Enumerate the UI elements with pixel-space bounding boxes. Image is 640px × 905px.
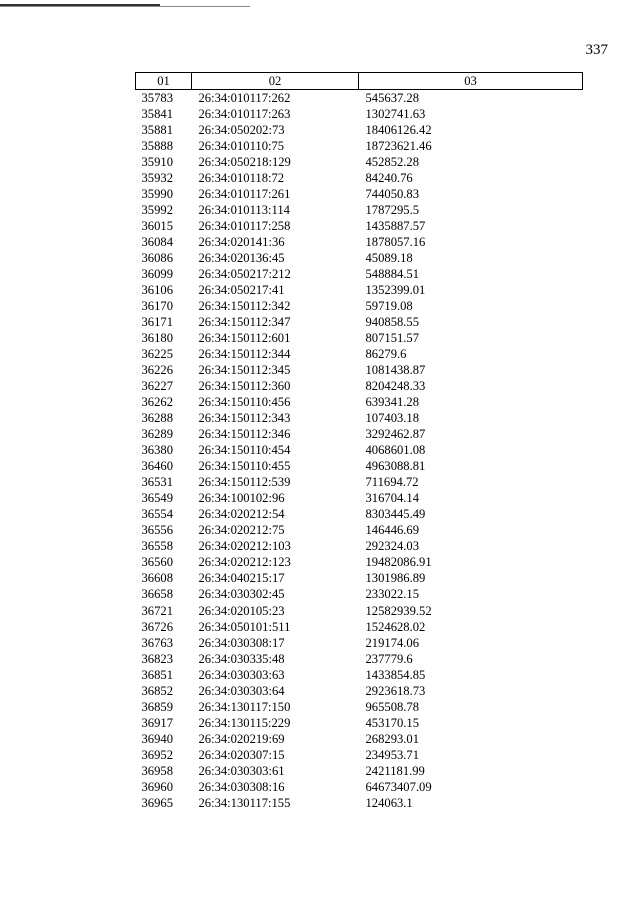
table-row	[136, 330, 583, 346]
table-cell-col-02: 26:34:030308:16	[198, 779, 285, 794]
table-cell-col-02: 26:34:150110:454	[198, 443, 291, 458]
table-row	[136, 346, 583, 362]
table-row	[136, 603, 583, 619]
table-row	[136, 747, 583, 763]
table-cell-col-01: 36171	[141, 315, 173, 330]
table-cell-col-03: 1352399.01	[365, 283, 426, 298]
table-row	[136, 651, 583, 667]
table-cell-col-03: 316704.14	[365, 491, 420, 506]
table-cell-col-03: 1433854.85	[365, 667, 426, 682]
table-row	[136, 138, 583, 154]
table-row	[136, 586, 583, 602]
table-cell-col-01: 36289	[141, 427, 173, 442]
table-row	[136, 506, 583, 522]
table-cell-col-02: 26:34:010117:258	[198, 219, 291, 234]
table-row	[136, 202, 583, 218]
table-cell-col-01: 36608	[141, 571, 173, 586]
table-row	[136, 426, 583, 442]
table-cell-col-01: 36170	[141, 299, 173, 314]
table-cell-col-03: 548884.51	[365, 267, 420, 282]
table-row	[136, 234, 583, 250]
table-cell-col-01: 36965	[141, 795, 173, 810]
table-row	[136, 474, 583, 490]
table-row	[136, 619, 583, 635]
table-row	[136, 314, 583, 330]
table-cell-col-03: 124063.1	[365, 795, 413, 810]
table-cell-col-02: 26:34:010118:72	[198, 171, 285, 186]
table-cell-col-01: 36288	[141, 411, 173, 426]
table-row	[136, 154, 583, 170]
table-cell-col-03: 8303445.49	[365, 507, 426, 522]
table-row	[136, 266, 583, 282]
table-row	[136, 394, 583, 410]
table-cell-col-03: 3292462.87	[365, 427, 426, 442]
table-cell-col-03: 234953.71	[365, 747, 420, 762]
table-row	[136, 779, 583, 795]
table-cell-col-02: 26:34:150110:455	[198, 459, 291, 474]
table-cell-col-03: 268293.01	[365, 731, 420, 746]
table-cell-col-02: 26:34:150112:343	[198, 411, 291, 426]
table-cell-col-03: 452852.28	[365, 155, 420, 170]
table-cell-col-02: 26:34:010117:261	[198, 187, 291, 202]
table-cell-col-02: 26:34:100102:96	[198, 491, 285, 506]
table-cell-col-03: 86279.6	[365, 347, 407, 362]
table-cell-col-02: 26:34:020212:103	[198, 539, 291, 554]
table-cell-col-03: 107403.18	[365, 411, 420, 426]
table-cell-col-02: 26:34:020212:54	[198, 507, 285, 522]
table-cell-col-03: 1302741.63	[365, 107, 426, 122]
table-cell-col-02: 26:34:020136:45	[198, 251, 285, 266]
table-cell-col-01: 36940	[141, 731, 173, 746]
table-cell-col-01: 36015	[141, 219, 173, 234]
table-row	[136, 250, 583, 266]
table-cell-col-03: 12582939.52	[365, 603, 432, 618]
table-row	[136, 763, 583, 779]
header-row	[136, 73, 583, 90]
table-row	[136, 683, 583, 699]
table-cell-col-02: 26:34:050217:212	[198, 267, 291, 282]
table-cell-col-01: 36658	[141, 587, 173, 602]
table-cell-col-01: 36726	[141, 619, 173, 634]
table-cell-col-03: 45089.18	[365, 251, 413, 266]
table-cell-col-02: 26:34:150112:345	[198, 363, 291, 378]
table-cell-col-01: 36859	[141, 699, 173, 714]
table-row	[136, 554, 583, 570]
table-cell-col-01: 36952	[141, 747, 173, 762]
table-cell-col-03: 84240.76	[365, 171, 413, 186]
table-cell-col-03: 1787295.5	[365, 203, 420, 218]
table-row	[136, 699, 583, 715]
table-row	[136, 186, 583, 202]
table-cell-col-01: 36380	[141, 443, 173, 458]
table-cell-col-03: 219174.06	[365, 635, 420, 650]
table-cell-col-02: 26:34:020307:15	[198, 747, 285, 762]
table-cell-col-02: 26:34:050218:129	[198, 155, 291, 170]
table-cell-col-02: 26:34:010113:114	[198, 203, 290, 218]
table-cell-col-03: 807151.57	[365, 331, 420, 346]
table-cell-col-01: 36460	[141, 459, 173, 474]
table-cell-col-03: 8204248.33	[365, 379, 426, 394]
table-cell-col-03: 292324.03	[365, 539, 420, 554]
table-cell-col-03: 233022.15	[365, 587, 420, 602]
table-cell-col-01: 36180	[141, 331, 173, 346]
table-cell-col-02: 26:34:030335:48	[198, 651, 285, 666]
table-cell-col-02: 26:34:010110:75	[198, 139, 285, 154]
table-cell-col-03: 4963088.81	[365, 459, 426, 474]
header-rule	[0, 6, 250, 7]
table-cell-col-03: 19482086.91	[365, 555, 432, 570]
table-row	[136, 795, 583, 811]
table-header	[136, 73, 583, 90]
table-cell-col-02: 26:34:150110:456	[198, 395, 291, 410]
table-cell-col-03: 18723621.46	[365, 139, 432, 154]
table-cell-col-01: 35888	[141, 139, 173, 154]
table-cell-col-03: 711694.72	[365, 475, 419, 490]
table-cell-col-01: 36549	[141, 491, 173, 506]
table-row	[136, 218, 583, 234]
table-cell-col-03: 4068601.08	[365, 443, 426, 458]
table-cell-col-02: 26:34:020212:123	[198, 555, 291, 570]
table-cell-col-02: 26:34:150112:344	[198, 347, 291, 362]
table-row	[136, 106, 583, 122]
table-row	[136, 122, 583, 138]
table-cell-col-02: 26:34:010117:262	[198, 91, 291, 105]
table-cell-col-01: 36763	[141, 635, 173, 650]
table-cell-col-01: 36851	[141, 667, 173, 682]
table-cell-col-03: 1878057.16	[365, 235, 426, 250]
table-cell-col-02: 26:34:020212:75	[198, 523, 285, 538]
table-cell-col-03: 1524628.02	[365, 619, 426, 634]
table-cell-col-01: 36917	[141, 715, 173, 730]
table-cell-col-02: 26:34:030308:17	[198, 635, 285, 650]
table-cell-col-02: 26:34:130115:229	[198, 715, 291, 730]
table-row	[136, 570, 583, 586]
table-cell-col-01: 36852	[141, 683, 173, 698]
table-row	[136, 442, 583, 458]
table-cell-col-02: 26:34:150112:342	[198, 299, 291, 314]
table-cell-col-01: 36099	[141, 267, 173, 282]
table-row	[136, 298, 583, 314]
table-cell-col-01: 36262	[141, 395, 173, 410]
table-cell-col-03: 545637.28	[365, 91, 420, 105]
table-cell-col-01: 36084	[141, 235, 173, 250]
table-cell-col-01: 36086	[141, 251, 173, 266]
table-cell-col-03: 59719.08	[365, 299, 413, 314]
table-cell-col-02: 26:34:150112:539	[198, 475, 291, 490]
table-cell-col-02: 26:34:130117:155	[198, 795, 291, 810]
table-body	[136, 90, 583, 811]
table-cell-col-01: 36106	[141, 283, 173, 298]
table-row	[136, 170, 583, 186]
table-cell-col-01: 36225	[141, 347, 173, 362]
header-col-01: 01	[136, 73, 192, 90]
table-cell-col-01: 36554	[141, 507, 173, 522]
table-cell-col-02: 26:34:150112:347	[198, 315, 291, 330]
table-cell-col-03: 965508.78	[365, 699, 420, 714]
table-cell-col-03: 639341.28	[365, 395, 420, 410]
table-cell-col-02: 26:34:050202:73	[198, 123, 285, 138]
table-cell-col-03: 1435887.57	[365, 219, 426, 234]
data-table	[135, 72, 583, 811]
table-cell-col-01: 36960	[141, 779, 173, 794]
table-row	[136, 90, 583, 107]
table-cell-col-01: 36531	[141, 475, 173, 490]
table-cell-col-03: 2421181.99	[365, 763, 425, 778]
table-row	[136, 522, 583, 538]
table-cell-col-01: 35881	[141, 123, 173, 138]
table-cell-col-02: 26:34:150112:601	[198, 331, 291, 346]
table-cell-col-01: 36556	[141, 523, 173, 538]
table-cell-col-01: 36227	[141, 379, 173, 394]
table-row	[136, 410, 583, 426]
header-col-02: 02	[192, 73, 359, 90]
table-cell-col-02: 26:34:050217:41	[198, 283, 285, 298]
table-cell-col-02: 26:34:020105:23	[198, 603, 285, 618]
table-cell-col-03: 146446.69	[365, 523, 420, 538]
page-number: 337	[585, 42, 608, 58]
table-cell-col-01: 35932	[141, 171, 173, 186]
table-cell-col-03: 940858.55	[365, 315, 420, 330]
table-cell-col-02: 26:34:050101:511	[198, 619, 291, 634]
table-row	[136, 731, 583, 747]
table-cell-col-03: 1081438.87	[365, 363, 426, 378]
table-row	[136, 538, 583, 554]
table-cell-col-03: 453170.15	[365, 715, 420, 730]
table-cell-col-02: 26:34:020141:36	[198, 235, 285, 250]
table-cell-col-01: 35990	[141, 187, 173, 202]
table-cell-col-02: 26:34:030303:61	[198, 763, 285, 778]
table-row	[136, 458, 583, 474]
table-cell-col-02: 26:34:030303:64	[198, 683, 285, 698]
table-cell-col-03: 237779.6	[365, 651, 413, 666]
table-row	[136, 378, 583, 394]
table-cell-col-02: 26:34:040215:17	[198, 571, 285, 586]
table-cell-col-02: 26:34:030302:45	[198, 587, 285, 602]
header-col-03: 03	[359, 73, 583, 90]
table-cell-col-01: 35783	[141, 91, 173, 105]
table-cell-col-01: 36226	[141, 363, 173, 378]
table-cell-col-01: 36560	[141, 555, 173, 570]
table-cell-col-02: 26:34:150112:360	[198, 379, 291, 394]
table-row	[136, 635, 583, 651]
table-cell-col-01: 36721	[141, 603, 173, 618]
table-cell-col-02: 26:34:020219:69	[198, 731, 285, 746]
table-row	[136, 715, 583, 731]
table-cell-col-03: 1301986.89	[365, 571, 426, 586]
table-cell-col-01: 36958	[141, 763, 173, 778]
table-cell-col-03: 18406126.42	[365, 123, 432, 138]
table-row	[136, 282, 583, 298]
table-cell-col-02: 26:34:010117:263	[198, 107, 291, 122]
table-cell-col-02: 26:34:150112:346	[198, 427, 291, 442]
table-cell-col-03: 64673407.09	[365, 779, 432, 794]
table-cell-col-01: 35992	[141, 203, 173, 218]
table-row	[136, 667, 583, 683]
table-cell-col-02: 26:34:030303:63	[198, 667, 285, 682]
table-cell-col-01: 35841	[141, 107, 173, 122]
table-cell-col-01: 35910	[141, 155, 173, 170]
table-row	[136, 362, 583, 378]
table-cell-col-03: 2923618.73	[365, 683, 426, 698]
table-cell-col-01: 36823	[141, 651, 173, 666]
table-row	[136, 490, 583, 506]
table-cell-col-02: 26:34:130117:150	[198, 699, 291, 714]
table-cell-col-01: 36558	[141, 539, 173, 554]
table-cell-col-03: 744050.83	[365, 187, 420, 202]
